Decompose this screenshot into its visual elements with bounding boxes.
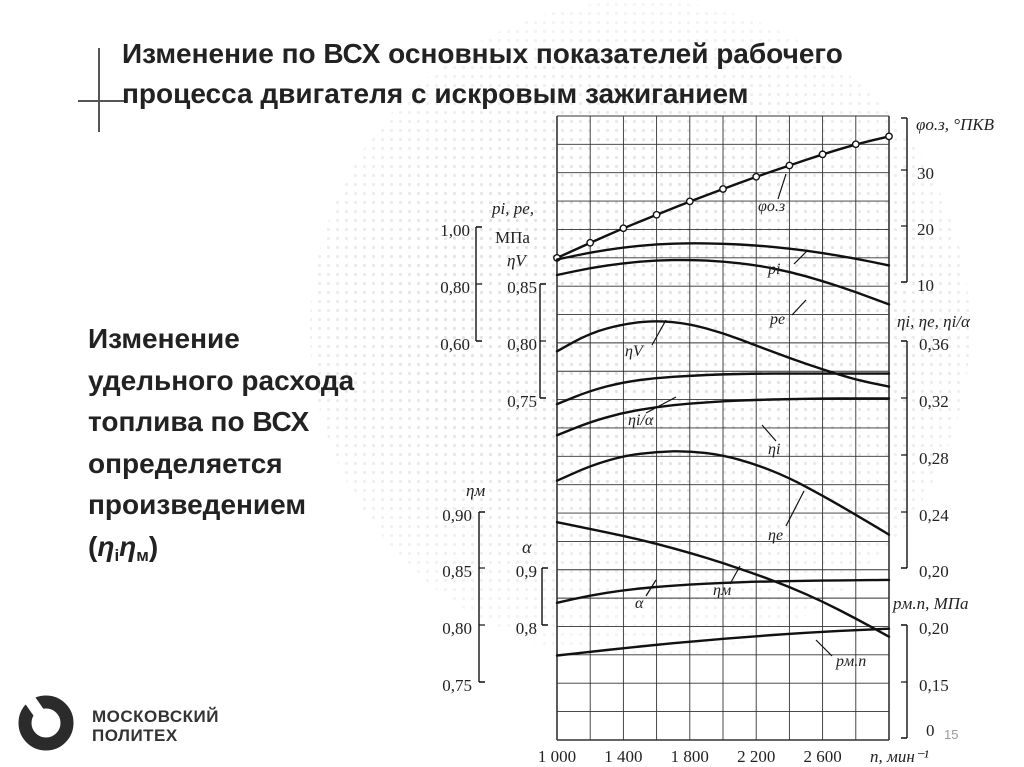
eta-i-axis <box>901 341 907 568</box>
tick-label-eta-v: 0,85 <box>507 278 537 297</box>
curve-label: α <box>635 595 644 612</box>
formula-eta-m: η <box>119 530 137 562</box>
series-point <box>853 141 859 147</box>
tick-label-pmp: 0 <box>926 721 935 740</box>
axis-label-pie: pi, pe, <box>492 199 535 218</box>
curve-label-leader <box>778 174 786 199</box>
axis-label-phi: φо.з, °ПКВ <box>916 115 995 134</box>
curve-label-leader <box>792 300 806 315</box>
tick-label-alpha: 0,8 <box>515 619 537 638</box>
title-accent-horizontal-line <box>78 100 124 102</box>
series-point <box>587 240 593 246</box>
side-text <box>88 318 418 576</box>
alpha-axis <box>542 568 548 625</box>
axis-label-pie-unit: МПа <box>495 228 530 247</box>
tick-label-eta-v: 0,75 <box>507 392 537 411</box>
formula-paren-open: ( <box>88 530 98 562</box>
formula-sub-m: м <box>136 545 149 565</box>
x-tick-label: 2 600 <box>803 747 842 766</box>
chart-grid <box>557 116 889 740</box>
logo-text-line-1: МОСКОВСКИЙ <box>92 707 219 726</box>
series-point <box>687 198 693 204</box>
x-tick-label: 2 200 <box>737 747 776 766</box>
curve-label-leader <box>794 250 808 264</box>
page-number: 15 <box>944 727 959 742</box>
series-point <box>653 212 659 218</box>
curve-label: ηV <box>625 343 643 360</box>
tick-label-eta-v: 0,80 <box>507 335 537 354</box>
curve-label: ηi <box>768 441 781 458</box>
curve-label-leader <box>762 425 776 441</box>
x-axis-label: n, мин⁻¹ <box>870 747 929 766</box>
series-point <box>786 162 792 168</box>
side-text-line-3: топлива по ВСХ <box>88 406 310 437</box>
title-accent-vertical-line <box>98 48 100 132</box>
curve-label: ηe <box>768 527 784 544</box>
slide-title-line-1: Изменение по ВСХ основных показателей рабочего <box>122 38 843 69</box>
tick-label-eta-m: 0,85 <box>442 562 472 581</box>
tick-label-eta-m: 0,75 <box>442 676 472 695</box>
series-point <box>753 174 759 180</box>
axis-label-eta-i: ηi, ηe, ηi/α <box>897 312 970 331</box>
tick-label-phi: 10 <box>917 276 934 295</box>
pmp-axis <box>901 625 907 738</box>
curve-label: ηм <box>713 582 732 599</box>
side-text-line-1: Изменение <box>88 323 240 354</box>
logo-text-line-2: ПОЛИТЕХ <box>92 726 178 745</box>
logo-text <box>92 707 219 745</box>
axis-label-eta-m: ηм <box>466 481 486 500</box>
tick-label-eta-i: 0,28 <box>919 449 949 468</box>
curve-label: pe <box>770 311 786 328</box>
tick-label-pie: 0,60 <box>440 335 470 354</box>
eta-m-axis <box>479 512 485 682</box>
slide-title <box>122 34 1002 114</box>
p-ie-axis <box>476 227 482 341</box>
curve-label-leader <box>816 640 832 656</box>
series-point <box>720 186 726 192</box>
tick-label-phi: 20 <box>917 220 934 239</box>
phi-axis <box>901 118 907 282</box>
university-logo <box>16 693 236 753</box>
formula-sub-i: i <box>114 545 120 565</box>
series-point <box>620 225 626 231</box>
curve-label-leader <box>652 320 666 345</box>
axis-label-alpha: α <box>522 537 532 557</box>
tick-label-pmp: 0,15 <box>919 676 949 695</box>
tick-label-eta-m: 0,90 <box>442 506 472 525</box>
tick-label-pmp: 0,20 <box>919 619 949 638</box>
axis-label-eta-v: ηV <box>507 251 526 270</box>
side-text-line-5: произведением <box>88 489 307 520</box>
curve-label: pм.п <box>836 653 867 670</box>
tick-label-phi: 30 <box>917 164 934 183</box>
tick-label-alpha: 0,9 <box>515 562 537 581</box>
side-text-line-4: определяется <box>88 447 283 479</box>
series-point <box>886 133 892 139</box>
slide-title-line-2: процесса двигателя с искровым зажиганием <box>122 78 749 109</box>
formula-paren-close: ) <box>148 530 159 562</box>
x-tick-label: 1 800 <box>670 747 709 766</box>
curve-label: φо.з <box>758 198 786 215</box>
tick-label-eta-i: 0,32 <box>919 392 949 411</box>
curve-label: pi <box>768 261 781 278</box>
logo-ring-icon <box>16 693 76 753</box>
side-text-formula <box>88 526 418 577</box>
curve-label-leader <box>786 491 804 526</box>
eta-v-axis <box>540 284 546 398</box>
side-text-line-2: удельного расхода <box>88 364 355 396</box>
tick-label-eta-m: 0,80 <box>442 619 472 638</box>
tick-label-pie: 0,80 <box>440 278 470 297</box>
tick-label-eta-i: 0,24 <box>919 506 949 525</box>
tick-label-pie: 1,00 <box>440 221 470 240</box>
x-tick-label: 1 400 <box>604 747 643 766</box>
tick-label-eta-i: 0,36 <box>919 335 949 354</box>
x-tick-label: 1 000 <box>537 747 577 766</box>
curve-label: ηi/α <box>628 412 654 429</box>
tick-label-eta-i: 0,20 <box>919 562 949 581</box>
axis-label-pmp: pм.п, МПа <box>893 594 969 613</box>
series-point <box>819 151 825 157</box>
formula-eta-i: η <box>97 530 115 562</box>
